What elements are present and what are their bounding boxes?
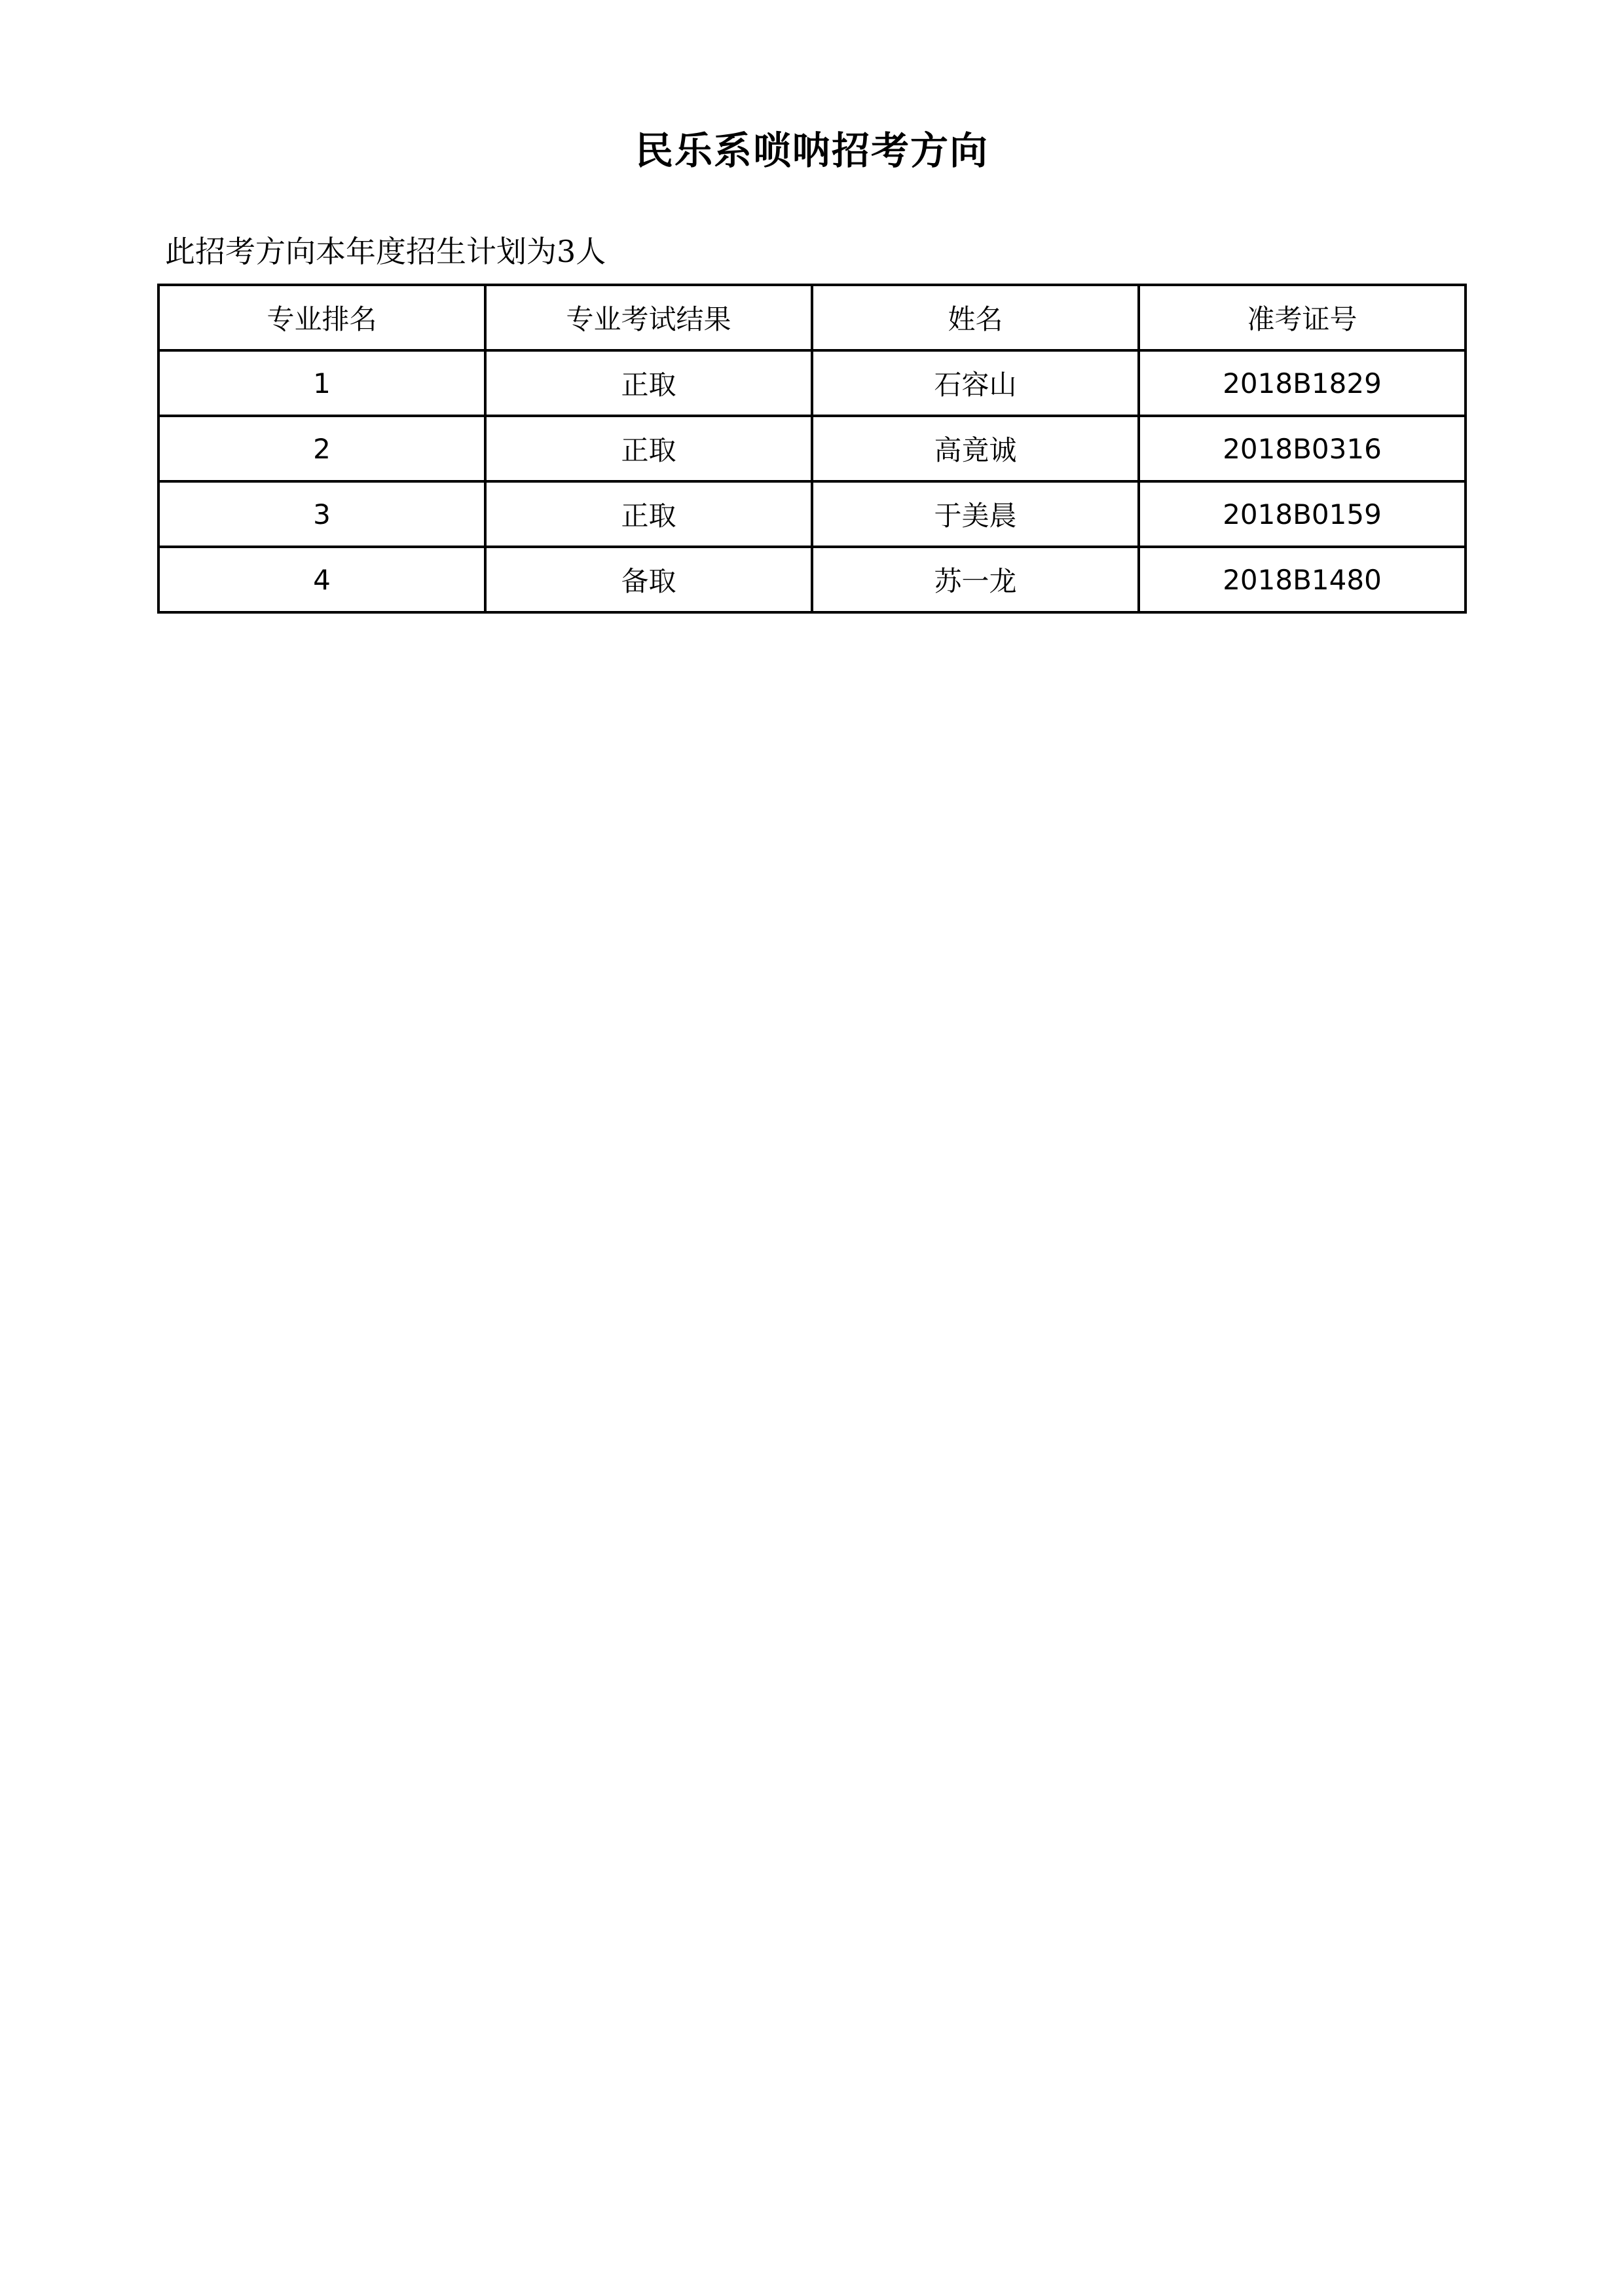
header-name: 姓名: [812, 285, 1139, 350]
cell-result: 正取: [485, 416, 812, 481]
cell-exam-id: 2018B0316: [1139, 416, 1466, 481]
cell-rank: 2: [158, 416, 485, 481]
cell-result: 备取: [485, 547, 812, 612]
table-row: [158, 547, 1466, 612]
table-row: [158, 350, 1466, 416]
cell-rank: 3: [158, 481, 485, 547]
cell-exam-id: 2018B1829: [1139, 350, 1466, 416]
cell-rank: 1: [158, 350, 485, 416]
cell-exam-id: 2018B1480: [1139, 547, 1466, 612]
cell-result: 正取: [485, 350, 812, 416]
header-result: 专业考试结果: [485, 285, 812, 350]
table-header-row: [158, 285, 1466, 350]
cell-exam-id: 2018B0159: [1139, 481, 1466, 547]
header-exam-id: 准考证号: [1139, 285, 1466, 350]
header-rank: 专业排名: [158, 285, 485, 350]
admission-results-table: [157, 284, 1467, 614]
cell-name: 于美晨: [812, 481, 1139, 547]
cell-result: 正取: [485, 481, 812, 547]
page-title: 民乐系唢呐招考方向: [635, 128, 989, 173]
enrollment-plan-note: 此招考方向本年度招生计划为3人: [165, 234, 606, 269]
cell-name: 高竟诚: [812, 416, 1139, 481]
cell-name: 石容山: [812, 350, 1139, 416]
cell-rank: 4: [158, 547, 485, 612]
cell-name: 苏一龙: [812, 547, 1139, 612]
table-row: [158, 481, 1466, 547]
table-row: [158, 416, 1466, 481]
